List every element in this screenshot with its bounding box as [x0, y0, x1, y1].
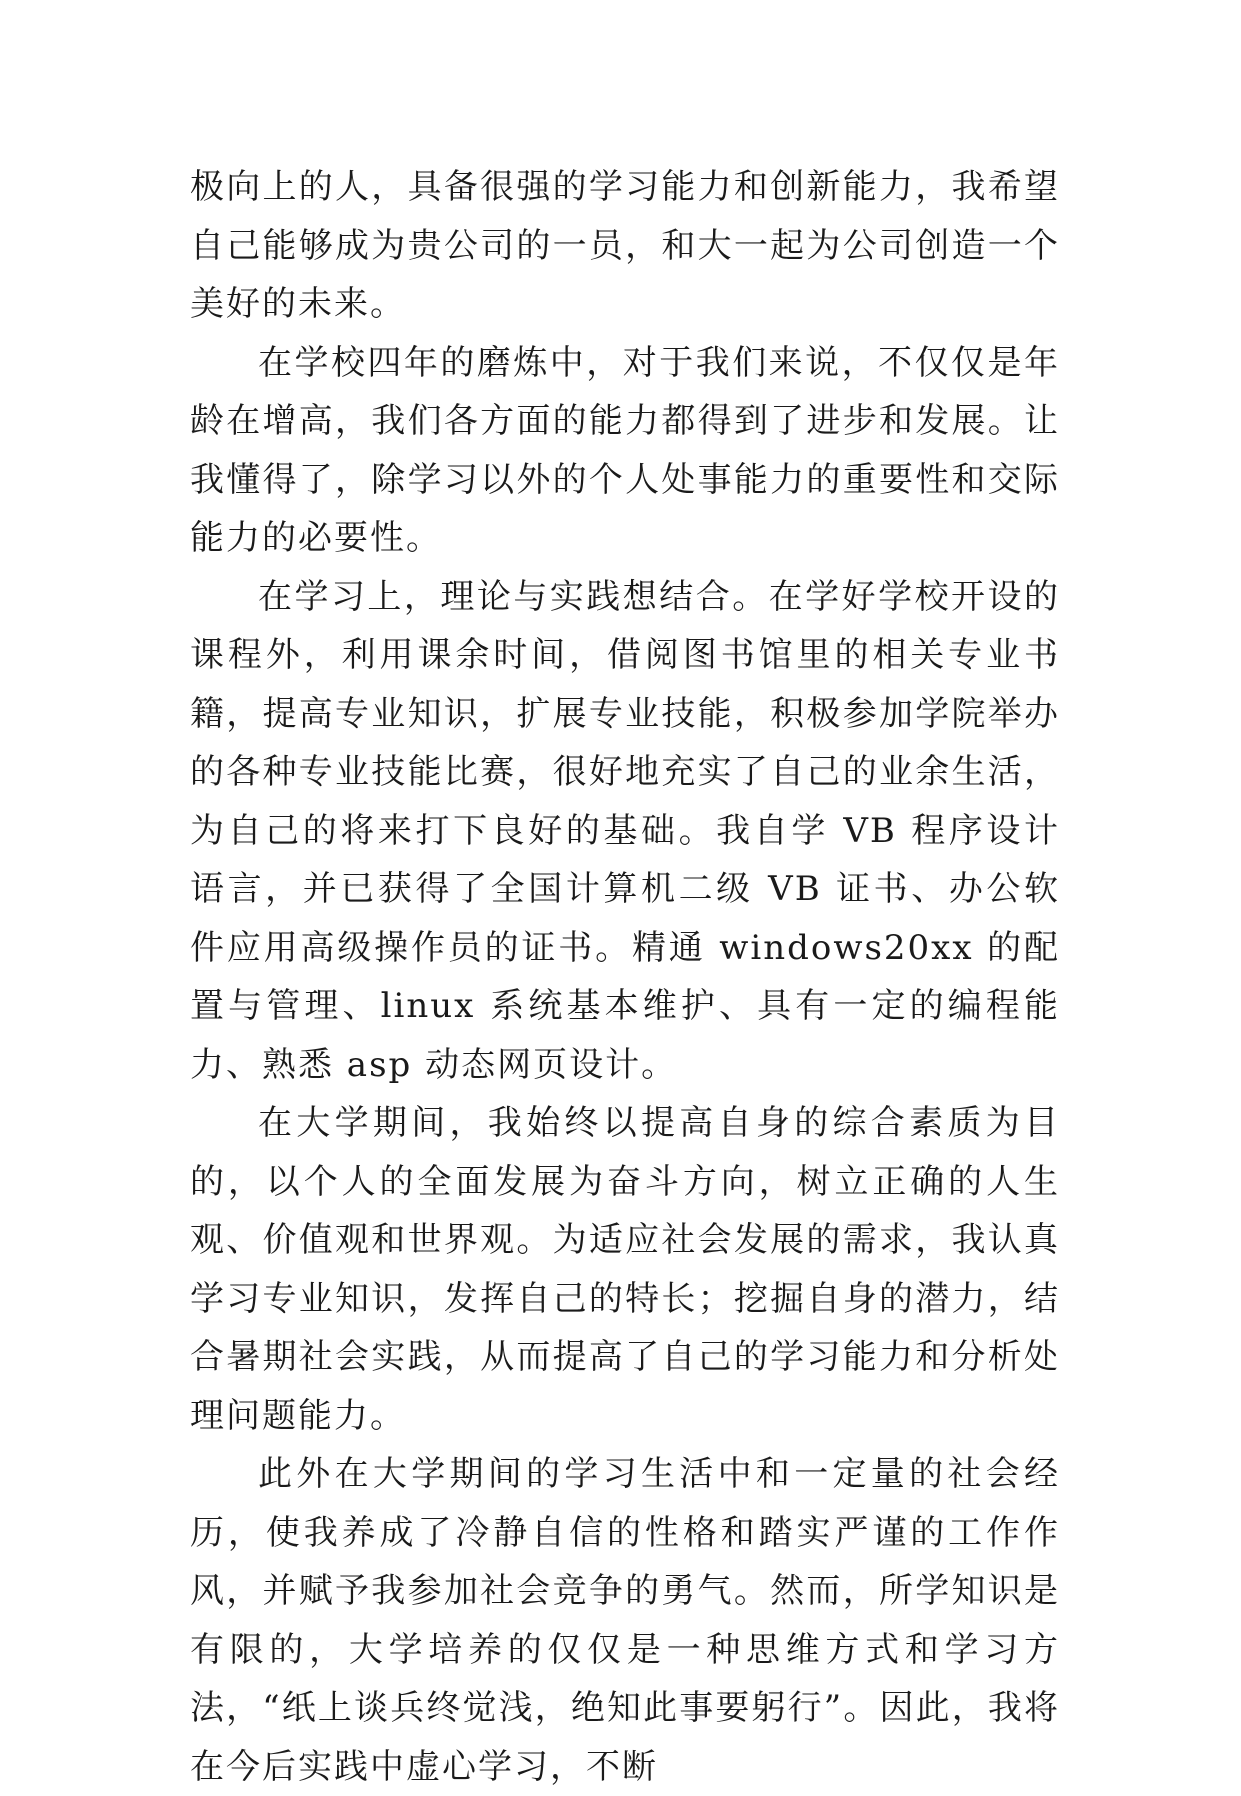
document-body [190, 158, 1060, 1796]
paragraph-continued-intro: 极向上的人，具备很强的学习能力和创新能力，我希望自己能够成为贵公司的一员，和大一起为公司创造一个美好的未来。 [190, 167, 1060, 324]
paragraph-school-years: 在学校四年的磨炼中，对于我们来说，不仅仅是年龄在增高，我们各方面的能力都得到了进步和发展。让我懂得了，除学习以外的个人处事能力的重要性和交际能力的必要性。 [190, 342, 1060, 558]
paragraph-social-experience: 此外在大学期间的学习生活中和一定量的社会经历，使我养成了冷静自信的性格和踏实严谨的工作作风，并赋予我参加社会竞争的勇气。然而，所学知识是有限的，大学培养的仅仅是一种思维方式和学习方法，“纸上谈兵终觉浅，绝知此事要躬行”。因此，我将在今后实践中虚心学习，不断 [190, 1454, 1060, 1787]
paragraph-personal-development: 在大学期间，我始终以提高自身的综合素质为目的，以个人的全面发展为奋斗方向，树立正确的人生观、价值观和世界观。为适应社会发展的需求，我认真学习专业知识，发挥自己的特长；挖掘自身的潜力，结合暑期社会实践，从而提高了自己的学习能力和分析处理问题能力。 [190, 1103, 1060, 1436]
paragraph-study-skills: 在学习上，理论与实践想结合。在学好学校开设的课程外，利用课余时间，借阅图书馆里的相关专业书籍，提高专业知识，扩展专业技能，积极参加学院举办的各种专业技能比赛，很好地充实了自己的业余生活，为自己的将来打下良好的基础。我自学 VB 程序设计语言，并已获得了全国计算机二级 VB 证书、办公软件应用高级操作员的证书。精通 windows20xx 的配置与管理、linux 系统基本维护、具有一定的编程能力、熟悉 asp 动态网页设计。 [190, 576, 1060, 1085]
